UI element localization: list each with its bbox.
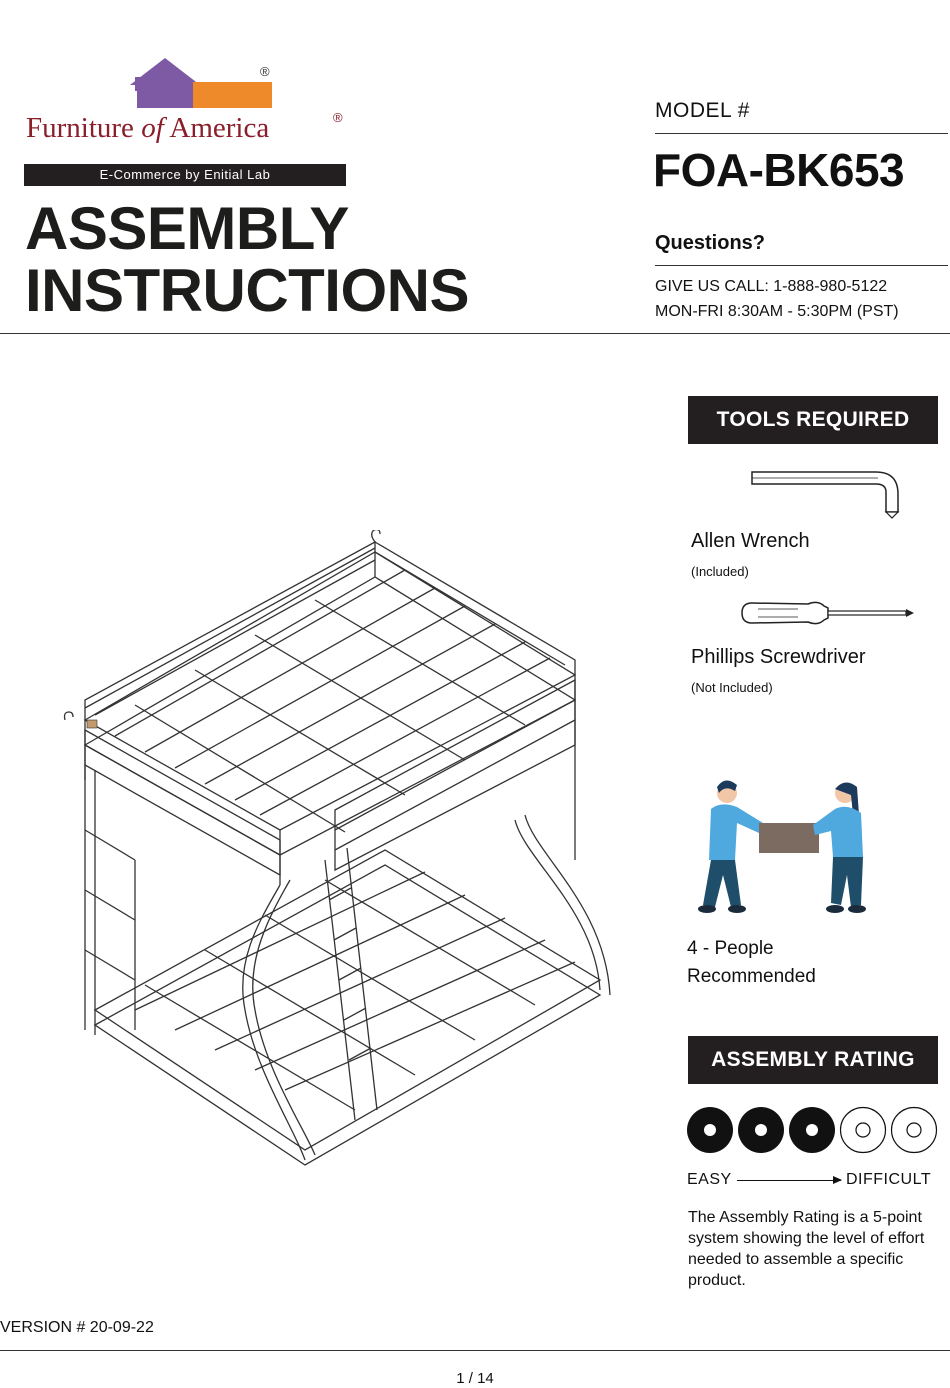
tool-name-allen-wrench: Allen Wrench	[691, 530, 810, 552]
business-hours: MON-FRI 8:30AM - 5:30PM (PST)	[655, 303, 899, 320]
tool-note-phillips-screwdriver: (Not Included)	[691, 680, 773, 695]
tools-required-heading: TOOLS REQUIRED	[688, 396, 938, 444]
tool-name-phillips-screwdriver: Phillips Screwdriver	[691, 646, 866, 668]
phone-number: GIVE US CALL: 1-888-980-5122	[655, 278, 888, 295]
rating-arrow-head-icon	[833, 1176, 842, 1184]
registered-mark: ®	[260, 64, 270, 79]
rating-description: The Assembly Rating is a 5-point system showing the level of effort needed to assemble a specific product.	[688, 1209, 925, 1289]
rating-dot-filled-1	[687, 1107, 733, 1153]
divider	[655, 265, 948, 266]
rating-dot-empty-4	[841, 1108, 886, 1153]
model-number: FOA-BK653	[653, 144, 905, 196]
divider	[655, 133, 948, 134]
brand-logo-house-icon	[125, 55, 275, 110]
brand-wordmark	[26, 112, 269, 145]
rating-easy-label: EASY	[687, 1171, 732, 1188]
people-count: 4 - People	[687, 938, 774, 959]
rating-difficult-label: DIFFICULT	[846, 1171, 932, 1188]
tool-note-allen-wrench: (Included)	[691, 564, 749, 579]
page-number: 1 / 14	[456, 1370, 494, 1387]
rating-dot-filled-2	[738, 1107, 784, 1153]
two-people-carrying-box-icon	[685, 775, 885, 920]
document-title	[25, 195, 469, 324]
people-recommended-label: Recommended	[687, 966, 816, 987]
footer-divider	[0, 1350, 950, 1351]
brand-registered-mark: ®	[333, 110, 343, 125]
bunk-bed-illustration	[55, 530, 615, 1170]
title-line-1: ASSEMBLY	[25, 195, 349, 262]
version-number: VERSION # 20-09-22	[0, 1319, 154, 1336]
screwdriver-icon	[738, 598, 918, 628]
brand-name-part1: Furniture	[26, 112, 142, 144]
header-divider	[0, 333, 950, 334]
rating-dot-filled-3	[789, 1107, 835, 1153]
rating-dot-empty-5	[892, 1108, 937, 1153]
model-label: MODEL #	[655, 99, 750, 122]
ecommerce-tagline: E-Commerce by Enitial Lab	[24, 164, 346, 186]
brand-name-part2: America	[163, 112, 270, 144]
people-recommended	[687, 935, 816, 991]
assembly-rating-heading: ASSEMBLY RATING	[688, 1036, 938, 1084]
rating-dots	[686, 1106, 938, 1156]
questions-heading: Questions?	[655, 232, 766, 254]
allen-wrench-icon	[748, 466, 908, 520]
rating-scale-arrow	[737, 1180, 841, 1181]
brand-name-of: of	[141, 112, 164, 144]
title-line-2: INSTRUCTIONS	[25, 257, 469, 324]
